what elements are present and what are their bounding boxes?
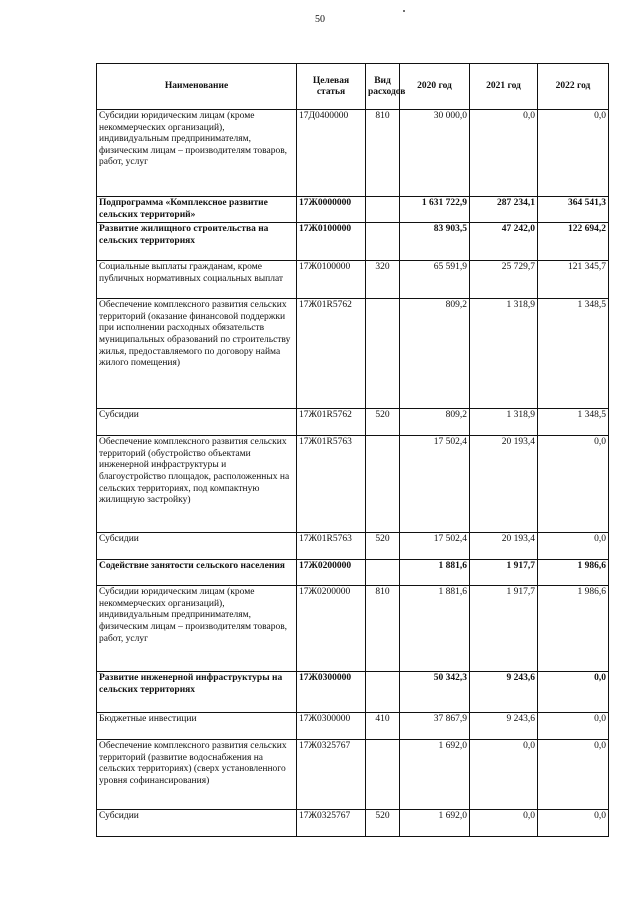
row-code: 17Ж0200000 xyxy=(297,560,366,586)
row-kind: 520 xyxy=(366,533,400,560)
row-2022: 121 345,7 xyxy=(538,261,609,299)
scan-speck xyxy=(403,10,405,12)
row-2021: 1 917,7 xyxy=(470,586,538,672)
row-name: Социальные выплаты гражданам, кроме публичных нормативных социальных выплат xyxy=(97,261,297,299)
row-kind: 520 xyxy=(366,409,400,436)
table-row xyxy=(97,197,609,223)
row-name: Развитие инженерной инфраструктуры на сельских территориях xyxy=(97,672,297,713)
row-2020: 37 867,9 xyxy=(400,713,470,740)
row-kind: 410 xyxy=(366,713,400,740)
row-2021: 1 917,7 xyxy=(470,560,538,586)
row-2020: 17 502,4 xyxy=(400,533,470,560)
row-kind xyxy=(366,560,400,586)
row-kind xyxy=(366,436,400,533)
row-name: Субсидии юридическим лицам (кроме некоммерческих организаций), индивидуальным предпринимателям, физическим лицам – производителям товаров, работ, услуг xyxy=(97,110,297,197)
row-code: 17Ж01R5762 xyxy=(297,299,366,409)
row-name: Субсидии xyxy=(97,810,297,837)
table-row xyxy=(97,299,609,409)
table-row xyxy=(97,740,609,810)
row-code: 17Ж0300000 xyxy=(297,672,366,713)
row-2022: 1 986,6 xyxy=(538,560,609,586)
row-code: 17Ж01R5763 xyxy=(297,533,366,560)
row-2022: 0,0 xyxy=(538,436,609,533)
row-name: Развитие жилищного строительства на сельских территориях xyxy=(97,223,297,261)
row-code: 17Ж0200000 xyxy=(297,586,366,672)
row-2020: 50 342,3 xyxy=(400,672,470,713)
row-2020: 1 881,6 xyxy=(400,560,470,586)
row-2022: 0,0 xyxy=(538,810,609,837)
row-name: Субсидии xyxy=(97,533,297,560)
row-2022: 364 541,3 xyxy=(538,197,609,223)
table-row xyxy=(97,409,609,436)
header-name: Наименование xyxy=(97,64,297,110)
table-row xyxy=(97,586,609,672)
row-2022: 0,0 xyxy=(538,740,609,810)
row-2020: 1 631 722,9 xyxy=(400,197,470,223)
row-name: Бюджетные инвестиции xyxy=(97,713,297,740)
table-row xyxy=(97,810,609,837)
row-2022: 122 694,2 xyxy=(538,223,609,261)
row-code: 17Д0400000 xyxy=(297,110,366,197)
row-code: 17Ж0300000 xyxy=(297,713,366,740)
page-number: 50 xyxy=(315,14,325,25)
row-2020: 30 000,0 xyxy=(400,110,470,197)
row-code: 17Ж0100000 xyxy=(297,223,366,261)
row-name: Субсидии юридическим лицам (кроме некоммерческих организаций), индивидуальным предпринимателям, физическим лицам – производителям товаров, работ, услуг xyxy=(97,586,297,672)
row-name: Содействие занятости сельского населения xyxy=(97,560,297,586)
row-2020: 83 903,5 xyxy=(400,223,470,261)
row-2020: 1 881,6 xyxy=(400,586,470,672)
row-2021: 287 234,1 xyxy=(470,197,538,223)
row-code: 17Ж0000000 xyxy=(297,197,366,223)
table-row xyxy=(97,713,609,740)
row-2022: 0,0 xyxy=(538,110,609,197)
header-code: Целевая статья xyxy=(297,64,366,110)
table-row xyxy=(97,560,609,586)
header-2022: 2022 год xyxy=(538,64,609,110)
row-2021: 0,0 xyxy=(470,810,538,837)
row-kind xyxy=(366,740,400,810)
table-row xyxy=(97,261,609,299)
table-row xyxy=(97,223,609,261)
row-kind: 810 xyxy=(366,110,400,197)
row-2021: 25 729,7 xyxy=(470,261,538,299)
table-row xyxy=(97,436,609,533)
row-2022: 0,0 xyxy=(538,533,609,560)
header-2020: 2020 год xyxy=(400,64,470,110)
row-2020: 1 692,0 xyxy=(400,740,470,810)
row-code: 17Ж0325767 xyxy=(297,740,366,810)
row-kind: 520 xyxy=(366,810,400,837)
row-kind: 810 xyxy=(366,586,400,672)
table-row xyxy=(97,672,609,713)
row-2020: 17 502,4 xyxy=(400,436,470,533)
row-name: Обеспечение комплексного развития сельских территорий (развитие водоснабжения на сельских территориях) (сверх установленного уровня софинансирования) xyxy=(97,740,297,810)
table-header-row xyxy=(97,64,609,110)
header-kind: Вид расходов xyxy=(366,64,400,110)
row-2021: 9 243,6 xyxy=(470,672,538,713)
table-row xyxy=(97,110,609,197)
row-2021: 1 318,9 xyxy=(470,299,538,409)
row-kind xyxy=(366,672,400,713)
row-2021: 0,0 xyxy=(470,740,538,810)
row-2021: 47 242,0 xyxy=(470,223,538,261)
row-code: 17Ж0325767 xyxy=(297,810,366,837)
row-2022: 1 348,5 xyxy=(538,299,609,409)
header-2021: 2021 год xyxy=(470,64,538,110)
row-2022: 0,0 xyxy=(538,713,609,740)
row-code: 17Ж01R5763 xyxy=(297,436,366,533)
row-2021: 20 193,4 xyxy=(470,436,538,533)
row-2022: 0,0 xyxy=(538,672,609,713)
row-2021: 1 318,9 xyxy=(470,409,538,436)
row-name: Подпрограмма «Комплексное развитие сельских территорий» xyxy=(97,197,297,223)
row-kind xyxy=(366,197,400,223)
row-kind xyxy=(366,223,400,261)
row-name: Субсидии xyxy=(97,409,297,436)
row-2020: 809,2 xyxy=(400,299,470,409)
row-2021: 20 193,4 xyxy=(470,533,538,560)
row-2021: 0,0 xyxy=(470,110,538,197)
row-2020: 1 692,0 xyxy=(400,810,470,837)
row-code: 17Ж0100000 xyxy=(297,261,366,299)
row-kind xyxy=(366,299,400,409)
row-2021: 9 243,6 xyxy=(470,713,538,740)
row-name: Обеспечение комплексного развития сельских территорий (оказание финансовой поддержки при исполнении расходных обязательств муниципальных образований по строительству жилья, предоставляемого по договору найма жилого помещения) xyxy=(97,299,297,409)
row-code: 17Ж01R5762 xyxy=(297,409,366,436)
row-2020: 65 591,9 xyxy=(400,261,470,299)
budget-table xyxy=(96,63,609,837)
row-2022: 1 348,5 xyxy=(538,409,609,436)
table-row xyxy=(97,533,609,560)
row-kind: 320 xyxy=(366,261,400,299)
row-2022: 1 986,6 xyxy=(538,586,609,672)
row-name: Обеспечение комплексного развития сельских территорий (обустройство объектами инженерной инфраструктуры и благоустройство площадок, расположенных на сельских территориях, под компактную жилищную застройку) xyxy=(97,436,297,533)
row-2020: 809,2 xyxy=(400,409,470,436)
